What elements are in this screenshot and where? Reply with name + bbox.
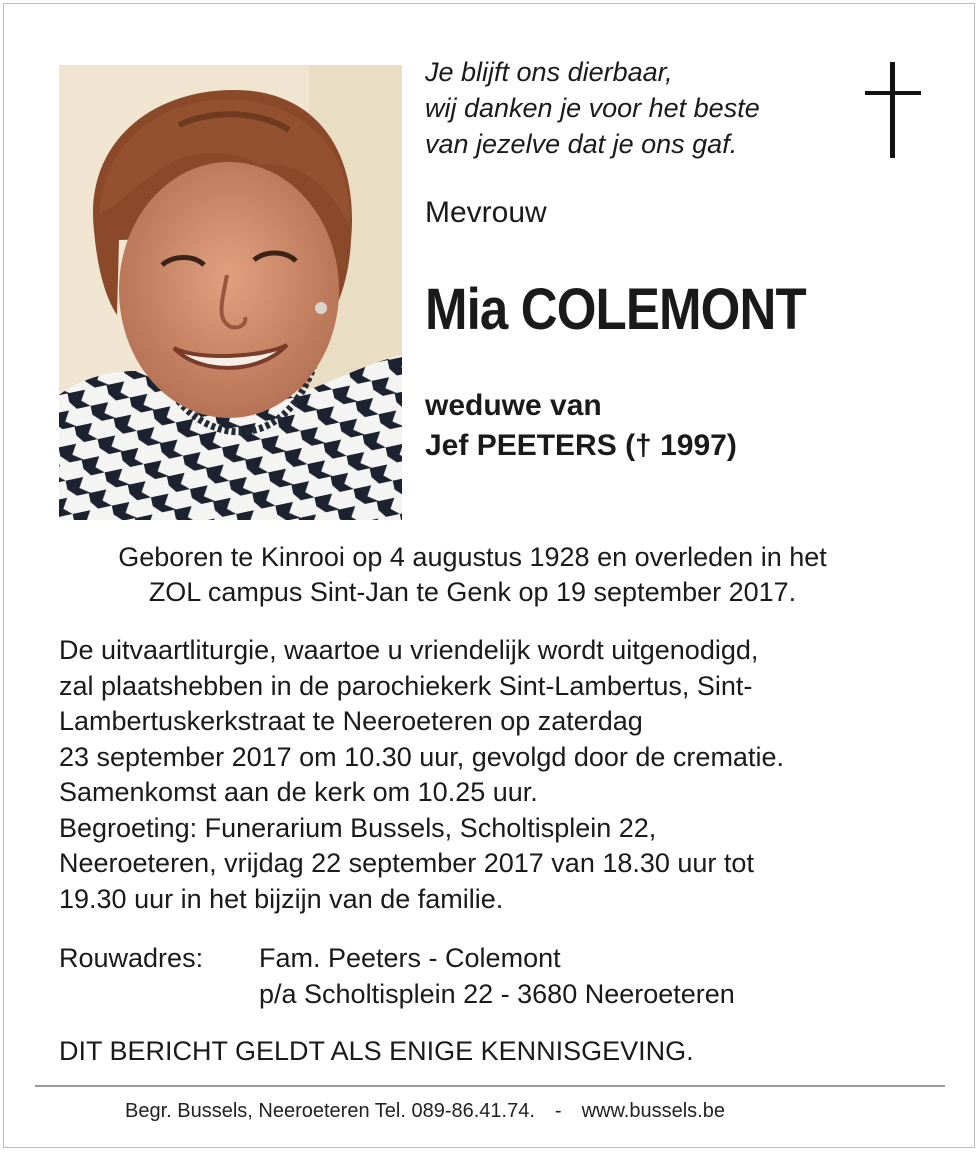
address-line: Fam. Peeters - Colemont <box>259 943 561 973</box>
address-line: p/a Scholtisplein 22 - 3680 Neeroeteren <box>259 979 735 1009</box>
text-line: 19.30 uur in het bijzijn van de familie. <box>59 883 504 914</box>
verse-line: van jezelve dat je ons gaf. <box>425 129 738 159</box>
salutation: Mevrouw <box>425 196 547 229</box>
widow-of <box>425 386 737 466</box>
ceremony-details <box>59 633 784 917</box>
mourning-address <box>59 940 735 1012</box>
undertaker-info: Begr. Bussels, Neeroeteren Tel. 089-86.41.74. <box>125 1100 535 1122</box>
deceased-name: Mia COLEMONT <box>425 277 806 342</box>
footer-separator: - <box>554 1100 562 1122</box>
portrait-photo <box>59 65 402 520</box>
text-line: Samenkomst aan de kerk om 10.25 uur. <box>59 777 538 807</box>
cross-icon <box>865 62 921 158</box>
spouse-name: Jef PEETERS († 1997) <box>425 429 737 462</box>
text-line: ZOL campus Sint-Jan te Genk op 19 september 2017. <box>148 577 797 607</box>
widow-label: weduwe van <box>425 389 602 422</box>
verse-line: wij danken je voor het beste <box>425 93 760 123</box>
text-line: Begroeting: Funerarium Bussels, Scholtisplein 22, <box>59 812 657 843</box>
website-link[interactable]: www.bussels.be <box>581 1100 725 1122</box>
text-line: De uitvaartliturgie, waartoe u vriendelijk wordt uitgenodigd, <box>59 635 759 665</box>
text-line: Neeroeteren, vrijdag 22 september 2017 van 18.30 uur tot <box>59 848 754 878</box>
sole-notice: DIT BERICHT GELDT ALS ENIGE KENNISGEVING. <box>59 1036 694 1066</box>
text-line: Lambertuskerkstraat te Neeroeteren op zaterdag <box>59 706 643 736</box>
memorial-verse <box>425 54 760 162</box>
address-label: Rouwadres: <box>59 943 204 973</box>
verse-line: Je blijft ons dierbaar, <box>425 57 673 87</box>
footer <box>125 1100 725 1123</box>
text-line: 23 september 2017 om 10.30 uur, gevolgd door de crematie. <box>59 741 784 772</box>
birth-death-details <box>0 540 945 610</box>
text-line: Geboren te Kinrooi op 4 augustus 1928 en overleden in het <box>118 542 827 572</box>
text-line: zal plaatshebben in de parochiekerk Sint-Lambertus, Sint- <box>59 670 753 701</box>
divider <box>35 1085 945 1087</box>
